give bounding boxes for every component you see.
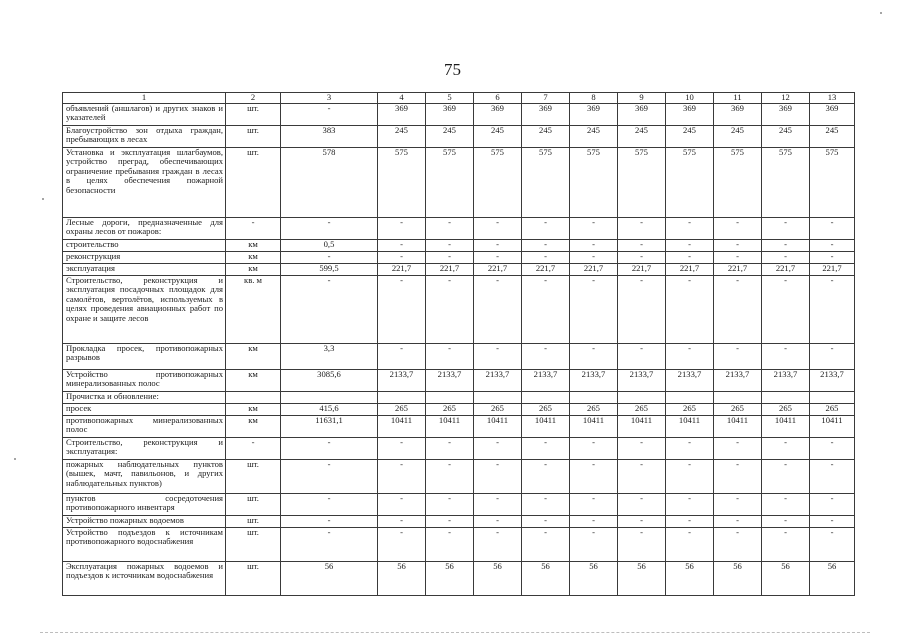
row-value-col8: 575 bbox=[570, 147, 618, 217]
row-value-col3: 3085,6 bbox=[281, 369, 378, 391]
row-value-col11: 2133,7 bbox=[714, 369, 762, 391]
row-value-col3: 415,6 bbox=[281, 403, 378, 415]
column-header-2: 2 bbox=[226, 93, 281, 104]
row-value-col3: - bbox=[281, 493, 378, 515]
row-value-col5: - bbox=[426, 343, 474, 369]
row-value-col4: 575 bbox=[378, 147, 426, 217]
row-value-col12: - bbox=[762, 251, 810, 263]
row-value-col4: - bbox=[378, 217, 426, 239]
row-value-col13: 575 bbox=[810, 147, 855, 217]
row-value-col12: 2133,7 bbox=[762, 369, 810, 391]
table-row bbox=[63, 125, 855, 147]
column-header-5: 5 bbox=[426, 93, 474, 104]
row-value-col4: - bbox=[378, 275, 426, 343]
row-value-col7: - bbox=[522, 275, 570, 343]
row-value-col5: - bbox=[426, 239, 474, 251]
row-label: Благоустройство зон отдыха граждан, пребывающих в лесах bbox=[63, 125, 226, 147]
row-value-col6: - bbox=[474, 527, 522, 561]
row-value-col10: 10411 bbox=[666, 415, 714, 437]
row-value-col8: - bbox=[570, 437, 618, 459]
row-value-col11: - bbox=[714, 527, 762, 561]
row-value-col11: - bbox=[714, 437, 762, 459]
table-row bbox=[63, 103, 855, 125]
row-value-col5 bbox=[426, 391, 474, 403]
row-value-col13: - bbox=[810, 437, 855, 459]
row-value-col4: - bbox=[378, 493, 426, 515]
row-value-col12: 245 bbox=[762, 125, 810, 147]
scan-speck bbox=[42, 198, 44, 200]
row-value-col7 bbox=[522, 391, 570, 403]
row-value-col7: - bbox=[522, 239, 570, 251]
row-value-col3: - bbox=[281, 515, 378, 527]
row-value-col6: 2133,7 bbox=[474, 369, 522, 391]
row-value-col4: - bbox=[378, 527, 426, 561]
row-value-col4: - bbox=[378, 437, 426, 459]
row-value-col12: - bbox=[762, 343, 810, 369]
table-row bbox=[63, 217, 855, 239]
row-value-col10: - bbox=[666, 527, 714, 561]
scan-speck bbox=[880, 12, 882, 14]
row-value-col7: - bbox=[522, 251, 570, 263]
row-value-col10: - bbox=[666, 275, 714, 343]
column-header-4: 4 bbox=[378, 93, 426, 104]
row-value-col4: - bbox=[378, 251, 426, 263]
row-unit: км bbox=[226, 415, 281, 437]
row-value-col13: 56 bbox=[810, 561, 855, 595]
row-value-col5: - bbox=[426, 217, 474, 239]
row-value-col8: 265 bbox=[570, 403, 618, 415]
row-unit bbox=[226, 391, 281, 403]
row-value-col9: - bbox=[618, 459, 666, 493]
row-value-col8: - bbox=[570, 459, 618, 493]
row-label: реконструкция bbox=[63, 251, 226, 263]
row-value-col5: 56 bbox=[426, 561, 474, 595]
row-value-col10 bbox=[666, 391, 714, 403]
row-value-col3: - bbox=[281, 459, 378, 493]
row-value-col9: 245 bbox=[618, 125, 666, 147]
row-unit: км bbox=[226, 403, 281, 415]
row-value-col8: 369 bbox=[570, 103, 618, 125]
row-value-col7: - bbox=[522, 217, 570, 239]
row-label: пожарных наблюдательных пунктов (вышек, мачт, павильонов, и других наблюдательных пунктов) bbox=[63, 459, 226, 493]
row-value-col9: 221,7 bbox=[618, 263, 666, 275]
table-row bbox=[63, 391, 855, 403]
row-value-col10: 369 bbox=[666, 103, 714, 125]
row-value-col10: - bbox=[666, 343, 714, 369]
row-label: Устройство пожарных водоемов bbox=[63, 515, 226, 527]
row-label: просек bbox=[63, 403, 226, 415]
row-value-col7: 369 bbox=[522, 103, 570, 125]
row-value-col5: - bbox=[426, 251, 474, 263]
row-value-col13: - bbox=[810, 493, 855, 515]
table-row bbox=[63, 275, 855, 343]
row-value-col3: 599,5 bbox=[281, 263, 378, 275]
row-value-col13: - bbox=[810, 239, 855, 251]
table-header bbox=[63, 93, 855, 104]
row-value-col12: - bbox=[762, 527, 810, 561]
fire-protection-measures-table bbox=[62, 92, 855, 596]
row-value-col13: 2133,7 bbox=[810, 369, 855, 391]
column-header-1: 1 bbox=[63, 93, 226, 104]
row-value-col9: 575 bbox=[618, 147, 666, 217]
row-value-col8: - bbox=[570, 251, 618, 263]
row-value-col13: 221,7 bbox=[810, 263, 855, 275]
row-value-col9: - bbox=[618, 493, 666, 515]
row-value-col8: - bbox=[570, 217, 618, 239]
row-value-col11: - bbox=[714, 493, 762, 515]
row-value-col10: 2133,7 bbox=[666, 369, 714, 391]
row-value-col6: 221,7 bbox=[474, 263, 522, 275]
row-value-col7: - bbox=[522, 343, 570, 369]
row-value-col11: - bbox=[714, 217, 762, 239]
row-value-col4: - bbox=[378, 239, 426, 251]
row-label: объявлений (аншлагов) и других знаков и указателей bbox=[63, 103, 226, 125]
row-value-col7: - bbox=[522, 515, 570, 527]
row-unit: шт. bbox=[226, 459, 281, 493]
row-value-col11: 575 bbox=[714, 147, 762, 217]
row-value-col12: - bbox=[762, 459, 810, 493]
row-value-col8: 245 bbox=[570, 125, 618, 147]
row-value-col9: - bbox=[618, 515, 666, 527]
row-value-col13: - bbox=[810, 527, 855, 561]
row-value-col4: 10411 bbox=[378, 415, 426, 437]
row-value-col4: 245 bbox=[378, 125, 426, 147]
row-value-col5: - bbox=[426, 493, 474, 515]
row-value-col9: - bbox=[618, 275, 666, 343]
row-value-col6: - bbox=[474, 343, 522, 369]
row-value-col5: - bbox=[426, 275, 474, 343]
table-row bbox=[63, 343, 855, 369]
row-unit: - bbox=[226, 437, 281, 459]
row-value-col5: 265 bbox=[426, 403, 474, 415]
row-value-col4: 2133,7 bbox=[378, 369, 426, 391]
row-value-col11: - bbox=[714, 275, 762, 343]
row-value-col3: - bbox=[281, 275, 378, 343]
row-label: Устройство подъездов к источникам противопожарного водоснабжения bbox=[63, 527, 226, 561]
row-value-col12: 265 bbox=[762, 403, 810, 415]
row-value-col10: 56 bbox=[666, 561, 714, 595]
column-header-11: 11 bbox=[714, 93, 762, 104]
row-value-col6: - bbox=[474, 459, 522, 493]
row-value-col11: - bbox=[714, 251, 762, 263]
row-value-col3: - bbox=[281, 217, 378, 239]
row-unit: шт. bbox=[226, 515, 281, 527]
row-value-col7: 2133,7 bbox=[522, 369, 570, 391]
table-row bbox=[63, 369, 855, 391]
row-value-col3: 56 bbox=[281, 561, 378, 595]
row-value-col12: 10411 bbox=[762, 415, 810, 437]
row-value-col13: - bbox=[810, 217, 855, 239]
table-row bbox=[63, 515, 855, 527]
row-value-col12: - bbox=[762, 515, 810, 527]
row-value-col7: - bbox=[522, 437, 570, 459]
row-label: Эксплуатация пожарных водоемов и подъездов к источникам водоснабжения bbox=[63, 561, 226, 595]
row-unit: шт. bbox=[226, 125, 281, 147]
row-value-col4: 56 bbox=[378, 561, 426, 595]
row-value-col7: - bbox=[522, 527, 570, 561]
row-value-col8 bbox=[570, 391, 618, 403]
row-value-col8: 10411 bbox=[570, 415, 618, 437]
row-unit: - bbox=[226, 217, 281, 239]
table-row bbox=[63, 437, 855, 459]
row-value-col6: 265 bbox=[474, 403, 522, 415]
row-value-col13: - bbox=[810, 343, 855, 369]
row-value-col12: - bbox=[762, 239, 810, 251]
row-value-col4: 369 bbox=[378, 103, 426, 125]
row-value-col12: 56 bbox=[762, 561, 810, 595]
row-value-col3: 383 bbox=[281, 125, 378, 147]
row-value-col5: 2133,7 bbox=[426, 369, 474, 391]
row-unit: км bbox=[226, 251, 281, 263]
row-value-col9: 56 bbox=[618, 561, 666, 595]
row-value-col11: - bbox=[714, 239, 762, 251]
row-value-col6: - bbox=[474, 437, 522, 459]
row-value-col6: 575 bbox=[474, 147, 522, 217]
row-value-col6: 245 bbox=[474, 125, 522, 147]
row-value-col10: 245 bbox=[666, 125, 714, 147]
table-row bbox=[63, 147, 855, 217]
row-label: Установка и эксплуатация шлагбаумов, устройство преград, обеспечивающих ограничение пребывания граждан в лесах в целях обеспечения пожарной безопасности bbox=[63, 147, 226, 217]
page-number: 75 bbox=[444, 60, 461, 79]
row-value-col9: - bbox=[618, 217, 666, 239]
row-value-col9: - bbox=[618, 239, 666, 251]
row-value-col8: 2133,7 bbox=[570, 369, 618, 391]
column-header-6: 6 bbox=[474, 93, 522, 104]
table-row bbox=[63, 403, 855, 415]
row-label: строительство bbox=[63, 239, 226, 251]
row-value-col12: - bbox=[762, 217, 810, 239]
row-value-col6: - bbox=[474, 515, 522, 527]
row-value-col9: 265 bbox=[618, 403, 666, 415]
row-value-col9: - bbox=[618, 437, 666, 459]
row-value-col12: - bbox=[762, 437, 810, 459]
row-value-col11: - bbox=[714, 459, 762, 493]
row-value-col3 bbox=[281, 391, 378, 403]
row-value-col8: - bbox=[570, 493, 618, 515]
row-value-col3: - bbox=[281, 103, 378, 125]
row-value-col3: - bbox=[281, 527, 378, 561]
row-value-col8: - bbox=[570, 527, 618, 561]
row-value-col11: - bbox=[714, 343, 762, 369]
row-value-col10: 221,7 bbox=[666, 263, 714, 275]
row-value-col5: 245 bbox=[426, 125, 474, 147]
row-value-col6: - bbox=[474, 275, 522, 343]
row-unit: шт. bbox=[226, 147, 281, 217]
row-value-col5: 575 bbox=[426, 147, 474, 217]
row-value-col7: 575 bbox=[522, 147, 570, 217]
row-value-col4: 265 bbox=[378, 403, 426, 415]
row-value-col6: 369 bbox=[474, 103, 522, 125]
row-value-col10: - bbox=[666, 459, 714, 493]
row-unit: шт. bbox=[226, 493, 281, 515]
row-label: противопожарных минерализованных полос bbox=[63, 415, 226, 437]
row-value-col9: - bbox=[618, 251, 666, 263]
row-value-col12: 575 bbox=[762, 147, 810, 217]
row-value-col4: - bbox=[378, 459, 426, 493]
row-value-col11: 56 bbox=[714, 561, 762, 595]
table-row bbox=[63, 527, 855, 561]
table-row bbox=[63, 459, 855, 493]
table-row bbox=[63, 239, 855, 251]
row-value-col5: 10411 bbox=[426, 415, 474, 437]
row-label: пунктов сосредоточения противопожарного инвентаря bbox=[63, 493, 226, 515]
row-value-col8: - bbox=[570, 343, 618, 369]
row-value-col10: 575 bbox=[666, 147, 714, 217]
row-value-col7: 10411 bbox=[522, 415, 570, 437]
row-value-col6: - bbox=[474, 251, 522, 263]
row-value-col12: - bbox=[762, 493, 810, 515]
row-value-col7: 221,7 bbox=[522, 263, 570, 275]
row-value-col7: 265 bbox=[522, 403, 570, 415]
row-value-col7: - bbox=[522, 459, 570, 493]
row-value-col8: - bbox=[570, 275, 618, 343]
row-value-col3: 3,3 bbox=[281, 343, 378, 369]
row-value-col8: - bbox=[570, 239, 618, 251]
row-value-col9: 2133,7 bbox=[618, 369, 666, 391]
row-label: Прочистка и обновление: bbox=[63, 391, 226, 403]
row-value-col9 bbox=[618, 391, 666, 403]
row-value-col5: - bbox=[426, 527, 474, 561]
table-row bbox=[63, 263, 855, 275]
row-value-col8: 56 bbox=[570, 561, 618, 595]
table-row bbox=[63, 561, 855, 595]
row-unit: км bbox=[226, 239, 281, 251]
row-value-col13: 265 bbox=[810, 403, 855, 415]
row-value-col5: 221,7 bbox=[426, 263, 474, 275]
column-header-13: 13 bbox=[810, 93, 855, 104]
row-value-col10: - bbox=[666, 239, 714, 251]
row-value-col7: 56 bbox=[522, 561, 570, 595]
row-value-col6: 10411 bbox=[474, 415, 522, 437]
table-row bbox=[63, 251, 855, 263]
row-value-col3: 578 bbox=[281, 147, 378, 217]
row-value-col12: - bbox=[762, 275, 810, 343]
row-value-col11: 221,7 bbox=[714, 263, 762, 275]
row-value-col10: - bbox=[666, 217, 714, 239]
table-row bbox=[63, 493, 855, 515]
column-header-10: 10 bbox=[666, 93, 714, 104]
row-value-col10: 265 bbox=[666, 403, 714, 415]
row-unit: км bbox=[226, 369, 281, 391]
row-value-col13: - bbox=[810, 251, 855, 263]
row-value-col3: 0,5 bbox=[281, 239, 378, 251]
row-value-col6: - bbox=[474, 493, 522, 515]
row-value-col7: - bbox=[522, 493, 570, 515]
column-header-9: 9 bbox=[618, 93, 666, 104]
row-label: Лесные дороги, предназначенные для охраны лесов от пожаров: bbox=[63, 217, 226, 239]
row-unit: шт. bbox=[226, 103, 281, 125]
row-value-col11: 369 bbox=[714, 103, 762, 125]
row-value-col11: 10411 bbox=[714, 415, 762, 437]
row-value-col3: 11631,1 bbox=[281, 415, 378, 437]
row-value-col13 bbox=[810, 391, 855, 403]
row-value-col13: - bbox=[810, 515, 855, 527]
row-value-col5: - bbox=[426, 459, 474, 493]
row-value-col9: - bbox=[618, 343, 666, 369]
row-value-col10: - bbox=[666, 493, 714, 515]
row-value-col13: - bbox=[810, 275, 855, 343]
row-value-col4 bbox=[378, 391, 426, 403]
row-value-col13: 245 bbox=[810, 125, 855, 147]
row-label: Устройство противопожарных минерализованных полос bbox=[63, 369, 226, 391]
row-value-col9: 10411 bbox=[618, 415, 666, 437]
row-label: Строительство, реконструкция и эксплуатация: bbox=[63, 437, 226, 459]
row-value-col10: - bbox=[666, 437, 714, 459]
row-label: Строительство, реконструкция и эксплуатация посадочных площадок для самолётов, вертолётов, используемых в целях проведения авиационных работ по охране и защите лесов bbox=[63, 275, 226, 343]
row-unit: кв. м bbox=[226, 275, 281, 343]
row-value-col13: - bbox=[810, 459, 855, 493]
row-value-col3: - bbox=[281, 437, 378, 459]
row-value-col11: 245 bbox=[714, 125, 762, 147]
row-unit: шт. bbox=[226, 561, 281, 595]
row-unit: км bbox=[226, 343, 281, 369]
row-value-col5: 369 bbox=[426, 103, 474, 125]
column-header-8: 8 bbox=[570, 93, 618, 104]
row-value-col12: 221,7 bbox=[762, 263, 810, 275]
table-row bbox=[63, 415, 855, 437]
row-value-col12 bbox=[762, 391, 810, 403]
row-unit: км bbox=[226, 263, 281, 275]
column-header-3: 3 bbox=[281, 93, 378, 104]
row-value-col8: 221,7 bbox=[570, 263, 618, 275]
row-value-col4: - bbox=[378, 343, 426, 369]
row-label: эксплуатация bbox=[63, 263, 226, 275]
row-value-col9: - bbox=[618, 527, 666, 561]
row-value-col13: 10411 bbox=[810, 415, 855, 437]
column-header-7: 7 bbox=[522, 93, 570, 104]
scan-speck bbox=[14, 458, 16, 460]
row-value-col7: 245 bbox=[522, 125, 570, 147]
row-value-col11: 265 bbox=[714, 403, 762, 415]
row-label: Прокладка просек, противопожарных разрывов bbox=[63, 343, 226, 369]
row-value-col6: - bbox=[474, 217, 522, 239]
row-value-col10: - bbox=[666, 251, 714, 263]
scan-edge-line bbox=[40, 632, 870, 633]
row-value-col8: - bbox=[570, 515, 618, 527]
row-value-col6 bbox=[474, 391, 522, 403]
row-value-col4: 221,7 bbox=[378, 263, 426, 275]
table-body bbox=[63, 103, 855, 595]
row-value-col6: 56 bbox=[474, 561, 522, 595]
row-value-col6: - bbox=[474, 239, 522, 251]
row-unit: шт. bbox=[226, 527, 281, 561]
row-value-col11 bbox=[714, 391, 762, 403]
row-value-col5: - bbox=[426, 437, 474, 459]
column-header-12: 12 bbox=[762, 93, 810, 104]
row-value-col13: 369 bbox=[810, 103, 855, 125]
row-value-col10: - bbox=[666, 515, 714, 527]
row-value-col5: - bbox=[426, 515, 474, 527]
row-value-col12: 369 bbox=[762, 103, 810, 125]
row-value-col4: - bbox=[378, 515, 426, 527]
row-value-col3: - bbox=[281, 251, 378, 263]
row-value-col11: - bbox=[714, 515, 762, 527]
row-value-col9: 369 bbox=[618, 103, 666, 125]
